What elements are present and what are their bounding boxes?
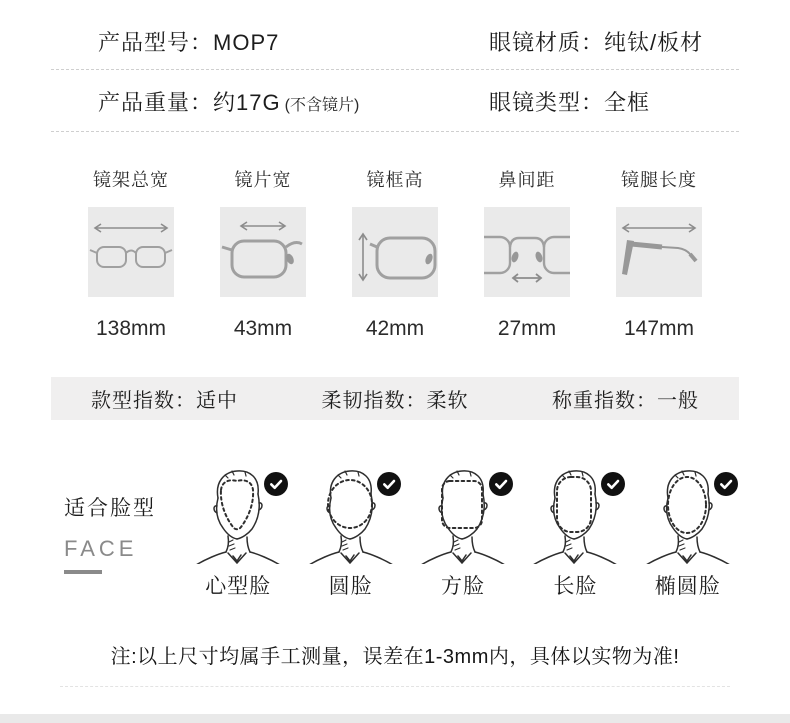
- frame-height-icon: [352, 207, 438, 297]
- face-section-subtitle: FACE: [64, 536, 138, 561]
- face-subtitle-underline: [64, 570, 102, 574]
- check-badge-icon: [264, 472, 288, 496]
- face-label: 长脸: [553, 575, 598, 598]
- product-model-label: 产品型号：: [98, 30, 214, 55]
- bottom-gray-strip: [0, 714, 790, 723]
- check-badge-icon: [601, 472, 625, 496]
- check-badge-icon: [714, 472, 738, 496]
- measure-col-total-width: [65, 166, 197, 341]
- spec-row-weight-type: [51, 70, 739, 132]
- product-weight: [51, 86, 489, 117]
- face-col-oval: [632, 464, 744, 600]
- face-col-square: [407, 464, 519, 600]
- measure-value: 27mm: [497, 317, 557, 340]
- product-weight-value: 约17G: [213, 90, 281, 115]
- face-label: 心型脸: [205, 575, 272, 598]
- temple-length-icon: [616, 207, 702, 297]
- face-columns: [182, 464, 744, 600]
- glasses-material-value: 纯钛/板材: [604, 30, 704, 55]
- style-index: 款型指数：适中: [91, 390, 238, 412]
- glasses-type-value: 全框: [604, 90, 651, 115]
- measure-label: 镜框高: [366, 170, 424, 190]
- measure-value: 147mm: [623, 317, 695, 340]
- flexibility-index: 柔韧指数：柔软: [321, 390, 469, 412]
- glasses-material-label: 眼镜材质：: [489, 30, 605, 55]
- spec-table: [51, 0, 739, 132]
- check-badge-icon: [377, 472, 401, 496]
- measure-label: 镜架总宽: [93, 170, 169, 190]
- nose-bridge-distance-icon: [484, 207, 570, 297]
- face-section-title: 适合脸型: [64, 497, 156, 520]
- lens-width-icon: [220, 207, 306, 297]
- weight-index: 称重指数：一般: [552, 390, 699, 412]
- face-label: 椭圆脸: [654, 575, 721, 598]
- face-col-round: [295, 464, 407, 600]
- measure-col-temple-length: [593, 166, 725, 341]
- measurements-row: [0, 166, 790, 341]
- bottom-dashed-divider: [60, 686, 730, 687]
- measure-label: 镜片宽: [234, 170, 292, 190]
- check-badge-icon: [489, 472, 513, 496]
- measure-col-nose-bridge: [461, 166, 593, 341]
- glasses-material: [489, 26, 739, 57]
- measure-value: 42mm: [365, 317, 425, 340]
- product-model-value: MOP7: [213, 30, 280, 55]
- index-bar: [51, 377, 739, 420]
- face-section-header: [64, 464, 182, 600]
- face-col-heart: [182, 464, 294, 600]
- face-section: [0, 464, 790, 600]
- face-label: 圆脸: [328, 575, 373, 598]
- measure-col-lens-width: [197, 166, 329, 341]
- product-weight-note: (不含镜片): [284, 97, 360, 114]
- measurement-note: 注:以上尺寸均属手工测量，误差在1-3mm内，具体以实物为准!: [110, 646, 680, 668]
- measure-label: 镜腿长度: [621, 170, 697, 190]
- product-model: [51, 26, 489, 57]
- glasses-type: [489, 86, 739, 117]
- measure-col-frame-height: [329, 166, 461, 341]
- glasses-type-label: 眼镜类型：: [489, 90, 605, 115]
- spec-row-model-material: [51, 0, 739, 70]
- product-weight-label: 产品重量：: [98, 90, 214, 115]
- measure-value: 138mm: [95, 317, 167, 340]
- face-col-long: [519, 464, 631, 600]
- face-label: 方脸: [440, 575, 485, 598]
- glasses-total-width-icon: [88, 207, 174, 297]
- measure-value: 43mm: [233, 317, 293, 340]
- measure-label: 鼻间距: [498, 170, 556, 190]
